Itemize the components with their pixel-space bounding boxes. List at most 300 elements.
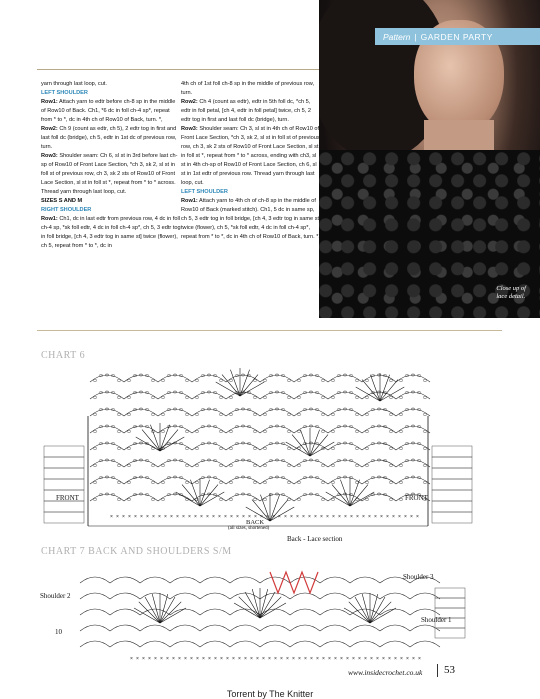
fan-stitch bbox=[150, 425, 160, 451]
single-crochet-mark: × bbox=[380, 514, 383, 520]
grid-cell bbox=[435, 628, 465, 638]
chain-stitch bbox=[219, 481, 223, 483]
chain-stitch bbox=[263, 413, 267, 415]
fan-stitch bbox=[182, 485, 200, 506]
chain-arc bbox=[140, 641, 170, 647]
single-crochet-mark: × bbox=[298, 656, 301, 662]
single-crochet-mark: × bbox=[206, 514, 209, 520]
footer-url: www.insidecrochet.co.uk bbox=[348, 668, 423, 677]
chain-stitch bbox=[195, 447, 199, 449]
chain-stitch bbox=[355, 464, 359, 466]
chain-stitch bbox=[127, 464, 131, 466]
grid-cell bbox=[432, 512, 472, 523]
single-crochet-mark: × bbox=[136, 656, 139, 662]
single-crochet-mark: × bbox=[250, 656, 253, 662]
fan-stitch bbox=[292, 435, 310, 456]
chain-arc bbox=[110, 609, 140, 615]
chain-stitch bbox=[287, 464, 291, 466]
chain-arc bbox=[80, 577, 110, 583]
chain-stitch bbox=[263, 379, 267, 381]
paragraph-lead: Row3: bbox=[41, 153, 58, 159]
fan-stitch bbox=[380, 387, 404, 401]
chain-arc bbox=[290, 593, 320, 599]
pattern-paragraph bbox=[181, 125, 321, 188]
chain-stitch bbox=[365, 379, 369, 381]
single-crochet-mark: × bbox=[160, 656, 163, 662]
single-crochet-mark: × bbox=[338, 514, 341, 520]
chain-stitch bbox=[93, 447, 97, 449]
chain-stitch bbox=[331, 430, 335, 432]
fan-stitch bbox=[152, 594, 160, 623]
paragraph-lead: Row2: bbox=[41, 126, 58, 132]
chain-arc bbox=[110, 593, 140, 599]
single-crochet-mark: × bbox=[274, 656, 277, 662]
single-crochet-mark: × bbox=[208, 656, 211, 662]
single-crochet-mark: × bbox=[190, 656, 193, 662]
single-crochet-mark: × bbox=[212, 514, 215, 520]
paragraph-lead: Row3: bbox=[181, 126, 198, 132]
chain-stitch bbox=[297, 413, 301, 415]
single-crochet-mark: × bbox=[358, 656, 361, 662]
chain-stitch bbox=[229, 413, 233, 415]
grid-cell bbox=[432, 490, 472, 501]
pattern-paragraph bbox=[41, 215, 181, 251]
chain-stitch bbox=[185, 396, 189, 398]
chain-arc bbox=[260, 593, 290, 599]
single-crochet-mark: × bbox=[116, 514, 119, 520]
chain-stitch bbox=[229, 430, 233, 432]
pattern-paragraph bbox=[41, 206, 181, 215]
chart6-section-label: Back - Lace section bbox=[287, 535, 343, 543]
chain-stitch bbox=[117, 379, 121, 381]
page-number: 53 bbox=[444, 664, 455, 676]
fan-stitch bbox=[216, 382, 240, 396]
single-crochet-mark: × bbox=[172, 656, 175, 662]
chart6-title: CHART 6 bbox=[41, 350, 86, 361]
single-crochet-mark: × bbox=[364, 656, 367, 662]
chain-stitch bbox=[263, 430, 267, 432]
chain-stitch bbox=[253, 430, 257, 432]
single-crochet-mark: × bbox=[128, 514, 131, 520]
pattern-paragraph bbox=[41, 125, 181, 152]
chain-stitch bbox=[331, 413, 335, 415]
chain-stitch bbox=[253, 413, 257, 415]
single-crochet-mark: × bbox=[286, 656, 289, 662]
chain-stitch bbox=[93, 481, 97, 483]
chain-stitch bbox=[365, 447, 369, 449]
paragraph-text: Ch 9 (count as edtr, ch 5), 2 edtr tog in first and last foll dc (bridge), ch 5, edtr in 1st dc of previous row, turn. bbox=[41, 126, 177, 150]
single-crochet-mark: × bbox=[164, 514, 167, 520]
single-crochet-mark: × bbox=[308, 514, 311, 520]
pattern-paragraph bbox=[41, 197, 181, 206]
single-crochet-mark: × bbox=[328, 656, 331, 662]
single-crochet-mark: × bbox=[218, 514, 221, 520]
single-crochet-mark: × bbox=[386, 514, 389, 520]
chain-stitch bbox=[263, 481, 267, 483]
chain-stitch bbox=[365, 498, 369, 500]
chain-stitch bbox=[389, 481, 393, 483]
chain-stitch bbox=[321, 396, 325, 398]
chain-stitch bbox=[185, 447, 189, 449]
chain-stitch bbox=[331, 498, 335, 500]
chain-stitch bbox=[399, 498, 403, 500]
paragraph-text: Shoulder seam: Ch 6, sl st in 3rd before last ch-sp of Row10 of Front Lace Section, *ch 3, sk 2, sl st in foll st of previous row, ch 3, sk 2 sts of Row10 of Front Lace Section, sl st in foll st *, repeat from * to * across. Thread yarn through last loop, cut. bbox=[41, 153, 178, 195]
single-crochet-mark: × bbox=[302, 514, 305, 520]
paragraph-lead: Row1: bbox=[41, 216, 58, 222]
chain-stitch bbox=[263, 498, 267, 500]
chain-stitch bbox=[229, 447, 233, 449]
chain-arc bbox=[200, 577, 230, 583]
chain-arc bbox=[200, 641, 230, 647]
grid-cell bbox=[44, 446, 84, 457]
single-crochet-mark: × bbox=[182, 514, 185, 520]
chain-arc bbox=[290, 641, 320, 647]
single-crochet-mark: × bbox=[202, 656, 205, 662]
chain-stitch bbox=[423, 447, 427, 449]
chain-stitch bbox=[93, 396, 97, 398]
section-heading: RIGHT SHOULDER bbox=[41, 207, 92, 213]
single-crochet-mark: × bbox=[400, 656, 403, 662]
chain-stitch bbox=[365, 481, 369, 483]
chain-stitch bbox=[253, 396, 257, 398]
chain-stitch bbox=[399, 464, 403, 466]
chain-stitch bbox=[423, 396, 427, 398]
fan-stitch bbox=[332, 485, 350, 506]
chain-arc bbox=[170, 641, 200, 647]
chain-stitch bbox=[263, 396, 267, 398]
grid-cell bbox=[432, 457, 472, 468]
paragraph-lead: SIZES S AND M bbox=[41, 198, 83, 204]
page-separator bbox=[437, 664, 438, 677]
single-crochet-mark: × bbox=[290, 514, 293, 520]
paragraph-lead: yarn through last loop, cut. bbox=[41, 81, 107, 87]
top-divider bbox=[37, 69, 319, 70]
caption-line2: lace detail. bbox=[496, 292, 526, 300]
chain-arc bbox=[350, 577, 380, 583]
fan-stitch bbox=[370, 594, 378, 623]
chain-stitch bbox=[185, 413, 189, 415]
chain-stitch bbox=[117, 464, 121, 466]
single-crochet-mark: × bbox=[382, 656, 385, 662]
pattern-band bbox=[375, 28, 540, 45]
chain-arc bbox=[80, 609, 110, 615]
single-crochet-mark: × bbox=[166, 656, 169, 662]
single-crochet-mark: × bbox=[404, 514, 407, 520]
pattern-paragraph bbox=[41, 98, 181, 125]
fan-stitch bbox=[356, 387, 380, 401]
pattern-separator: | bbox=[414, 31, 417, 42]
fan-stitch bbox=[380, 375, 390, 401]
chain-stitch bbox=[195, 413, 199, 415]
paragraph-lead: 4th ch of 1st foll ch-8 sp in the middle of previous row, turn. bbox=[181, 81, 315, 96]
fan-stitch bbox=[190, 480, 200, 506]
chain-stitch bbox=[151, 498, 155, 500]
chain-stitch bbox=[161, 396, 165, 398]
fan-stitch bbox=[350, 492, 374, 506]
pattern-paragraph bbox=[181, 98, 321, 125]
single-crochet-mark: × bbox=[416, 514, 419, 520]
chain-stitch bbox=[127, 379, 131, 381]
single-crochet-mark: × bbox=[148, 656, 151, 662]
text-column-left bbox=[41, 80, 181, 251]
single-crochet-mark: × bbox=[392, 514, 395, 520]
chart7-shoulder2: Shoulder 2 bbox=[40, 592, 71, 600]
chain-arc bbox=[140, 625, 170, 631]
chain-stitch bbox=[229, 396, 233, 398]
pattern-paragraph bbox=[41, 152, 181, 197]
fan-stitch bbox=[160, 594, 168, 623]
single-crochet-mark: × bbox=[326, 514, 329, 520]
grid-cell bbox=[432, 479, 472, 490]
chain-stitch bbox=[185, 430, 189, 432]
chain-stitch bbox=[297, 498, 301, 500]
single-crochet-mark: × bbox=[154, 656, 157, 662]
chain-stitch bbox=[195, 481, 199, 483]
single-crochet-mark: × bbox=[110, 514, 113, 520]
chain-arc bbox=[410, 641, 440, 647]
chart6-back-sub: (all sizes, shortened) bbox=[228, 526, 270, 531]
single-crochet-mark: × bbox=[278, 514, 281, 520]
single-crochet-mark: × bbox=[188, 514, 191, 520]
chain-stitch bbox=[229, 464, 233, 466]
fan-stitch bbox=[362, 594, 370, 623]
single-crochet-mark: × bbox=[376, 656, 379, 662]
grid-cell bbox=[44, 512, 84, 523]
chain-stitch bbox=[399, 481, 403, 483]
highlight-zigzag bbox=[270, 572, 318, 593]
grid-cell bbox=[44, 479, 84, 490]
chain-stitch bbox=[229, 498, 233, 500]
chain-arc bbox=[110, 625, 140, 631]
chain-stitch bbox=[219, 464, 223, 466]
single-crochet-mark: × bbox=[260, 514, 263, 520]
single-crochet-mark: × bbox=[320, 514, 323, 520]
chain-arc bbox=[380, 625, 410, 631]
chain-stitch bbox=[389, 379, 393, 381]
chain-stitch bbox=[161, 498, 165, 500]
chain-arc bbox=[320, 641, 350, 647]
chain-stitch bbox=[161, 464, 165, 466]
chain-arc bbox=[320, 593, 350, 599]
single-crochet-mark: × bbox=[268, 656, 271, 662]
chain-stitch bbox=[127, 447, 131, 449]
chain-arc bbox=[230, 593, 260, 599]
chain-arc bbox=[260, 641, 290, 647]
text-column-right bbox=[181, 80, 321, 242]
chart6-front-right: FRONT bbox=[405, 494, 428, 502]
chain-stitch bbox=[389, 498, 393, 500]
chain-stitch bbox=[263, 447, 267, 449]
single-crochet-mark: × bbox=[184, 656, 187, 662]
single-crochet-mark: × bbox=[266, 514, 269, 520]
chain-stitch bbox=[117, 447, 121, 449]
single-crochet-mark: × bbox=[280, 656, 283, 662]
pattern-label: Pattern bbox=[383, 31, 411, 42]
single-crochet-mark: × bbox=[214, 656, 217, 662]
single-crochet-mark: × bbox=[230, 514, 233, 520]
chain-arc bbox=[320, 609, 350, 615]
single-crochet-mark: × bbox=[410, 514, 413, 520]
chain-stitch bbox=[365, 430, 369, 432]
fan-stitch bbox=[136, 437, 160, 451]
fan-stitch bbox=[310, 435, 328, 456]
chain-stitch bbox=[287, 481, 291, 483]
single-crochet-mark: × bbox=[140, 514, 143, 520]
chain-arc bbox=[200, 593, 230, 599]
single-crochet-mark: × bbox=[314, 514, 317, 520]
single-crochet-mark: × bbox=[194, 514, 197, 520]
chain-arc bbox=[80, 641, 110, 647]
grid-cell bbox=[435, 588, 465, 598]
chain-stitch bbox=[185, 379, 189, 381]
paragraph-lead: Row2: bbox=[181, 99, 198, 105]
chain-stitch bbox=[161, 430, 165, 432]
chain-stitch bbox=[151, 413, 155, 415]
chart7-title: CHART 7 BACK AND SHOULDERS S/M bbox=[41, 546, 232, 557]
chain-stitch bbox=[253, 447, 257, 449]
single-crochet-mark: × bbox=[220, 656, 223, 662]
single-crochet-mark: × bbox=[370, 656, 373, 662]
single-crochet-mark: × bbox=[304, 656, 307, 662]
chain-stitch bbox=[365, 464, 369, 466]
fan-stitch bbox=[380, 380, 398, 401]
chain-stitch bbox=[263, 464, 267, 466]
paragraph-lead: Row1: bbox=[181, 198, 198, 204]
chain-stitch bbox=[331, 396, 335, 398]
section-heading: LEFT SHOULDER bbox=[181, 189, 228, 195]
single-crochet-mark: × bbox=[122, 514, 125, 520]
chart6-diagram bbox=[40, 356, 510, 546]
chain-stitch bbox=[389, 447, 393, 449]
chain-stitch bbox=[331, 464, 335, 466]
chain-stitch bbox=[399, 379, 403, 381]
single-crochet-mark: × bbox=[152, 514, 155, 520]
chain-stitch bbox=[117, 396, 121, 398]
chain-stitch bbox=[195, 430, 199, 432]
single-crochet-mark: × bbox=[284, 514, 287, 520]
single-crochet-mark: × bbox=[130, 656, 133, 662]
single-crochet-mark: × bbox=[200, 514, 203, 520]
single-crochet-mark: × bbox=[296, 514, 299, 520]
single-crochet-mark: × bbox=[406, 656, 409, 662]
chain-stitch bbox=[423, 464, 427, 466]
chain-stitch bbox=[229, 481, 233, 483]
pattern-paragraph bbox=[181, 197, 321, 242]
chain-stitch bbox=[127, 498, 131, 500]
chain-stitch bbox=[185, 481, 189, 483]
paragraph-text: Ch 4 (count as edtr), edtr in 5th foll dc, *ch 5, edtr in foll petal, [ch 4, edtr in foll petal] twice, ch 5, 2 edtr tog in first and last foll dc (bridge), turn. bbox=[181, 99, 311, 123]
fan-stitch bbox=[310, 442, 334, 456]
chain-stitch bbox=[253, 464, 257, 466]
chain-stitch bbox=[423, 379, 427, 381]
chain-stitch bbox=[93, 413, 97, 415]
chain-stitch bbox=[127, 413, 131, 415]
paragraph-text: Attach yarn to edtr before ch-8 sp in the middle of Row10 of Back. Ch1, *6 dc in foll ch-4 sp*, repeat from * to *, dc in 4th ch of Row10 of Back, turn. *, bbox=[41, 99, 176, 123]
chain-stitch bbox=[321, 430, 325, 432]
chain-stitch bbox=[127, 396, 131, 398]
chain-arc bbox=[410, 609, 440, 615]
chain-stitch bbox=[195, 379, 199, 381]
chain-stitch bbox=[399, 413, 403, 415]
fan-stitch bbox=[350, 480, 360, 506]
chain-stitch bbox=[389, 396, 393, 398]
chain-stitch bbox=[355, 447, 359, 449]
chain-stitch bbox=[195, 464, 199, 466]
chain-stitch bbox=[331, 379, 335, 381]
chain-stitch bbox=[219, 498, 223, 500]
single-crochet-mark: × bbox=[332, 514, 335, 520]
chain-stitch bbox=[355, 396, 359, 398]
chart7-row10: 10 bbox=[55, 628, 62, 636]
chain-stitch bbox=[93, 379, 97, 381]
single-crochet-mark: × bbox=[142, 656, 145, 662]
single-crochet-mark: × bbox=[236, 514, 239, 520]
chain-stitch bbox=[297, 481, 301, 483]
single-crochet-mark: × bbox=[334, 656, 337, 662]
chain-arc bbox=[230, 577, 260, 583]
chain-stitch bbox=[389, 430, 393, 432]
fan-stitch bbox=[340, 480, 350, 506]
chain-stitch bbox=[355, 379, 359, 381]
chain-stitch bbox=[287, 413, 291, 415]
single-crochet-mark: × bbox=[394, 656, 397, 662]
single-crochet-mark: × bbox=[176, 514, 179, 520]
chain-stitch bbox=[93, 498, 97, 500]
photo-caption bbox=[496, 285, 526, 301]
chain-arc bbox=[80, 625, 110, 631]
chart7-shoulder3: Shoulder 3 bbox=[403, 573, 434, 581]
middle-divider bbox=[37, 330, 502, 331]
chain-stitch bbox=[151, 396, 155, 398]
chain-stitch bbox=[321, 498, 325, 500]
chain-stitch bbox=[161, 481, 165, 483]
paragraph-lead: Row1: bbox=[41, 99, 58, 105]
pattern-title: GARDEN PARTY bbox=[420, 31, 493, 42]
chain-arc bbox=[110, 577, 140, 583]
chain-stitch bbox=[365, 413, 369, 415]
chain-arc bbox=[230, 641, 260, 647]
chain-stitch bbox=[93, 464, 97, 466]
pattern-paragraph bbox=[181, 188, 321, 197]
chain-stitch bbox=[151, 481, 155, 483]
single-crochet-mark: × bbox=[398, 514, 401, 520]
chain-arc bbox=[350, 625, 380, 631]
chain-arc bbox=[170, 577, 200, 583]
chain-stitch bbox=[297, 396, 301, 398]
fan-stitch bbox=[252, 589, 260, 618]
single-crochet-mark: × bbox=[316, 656, 319, 662]
single-crochet-mark: × bbox=[158, 514, 161, 520]
single-crochet-mark: × bbox=[256, 656, 259, 662]
chain-stitch bbox=[297, 464, 301, 466]
chain-stitch bbox=[219, 447, 223, 449]
chain-arc bbox=[290, 625, 320, 631]
chain-stitch bbox=[287, 379, 291, 381]
single-crochet-mark: × bbox=[238, 656, 241, 662]
chain-stitch bbox=[297, 379, 301, 381]
chain-arc bbox=[110, 641, 140, 647]
chart7-shoulder1: Shoulder 1 bbox=[421, 616, 452, 624]
chain-stitch bbox=[331, 481, 335, 483]
section-heading: LEFT SHOULDER bbox=[41, 90, 88, 96]
chain-stitch bbox=[355, 413, 359, 415]
caption-line1: Close up of bbox=[496, 285, 526, 292]
chain-stitch bbox=[423, 413, 427, 415]
chain-stitch bbox=[161, 413, 165, 415]
chain-stitch bbox=[117, 430, 121, 432]
fan-stitch bbox=[370, 375, 380, 401]
fan-stitch bbox=[222, 375, 240, 396]
